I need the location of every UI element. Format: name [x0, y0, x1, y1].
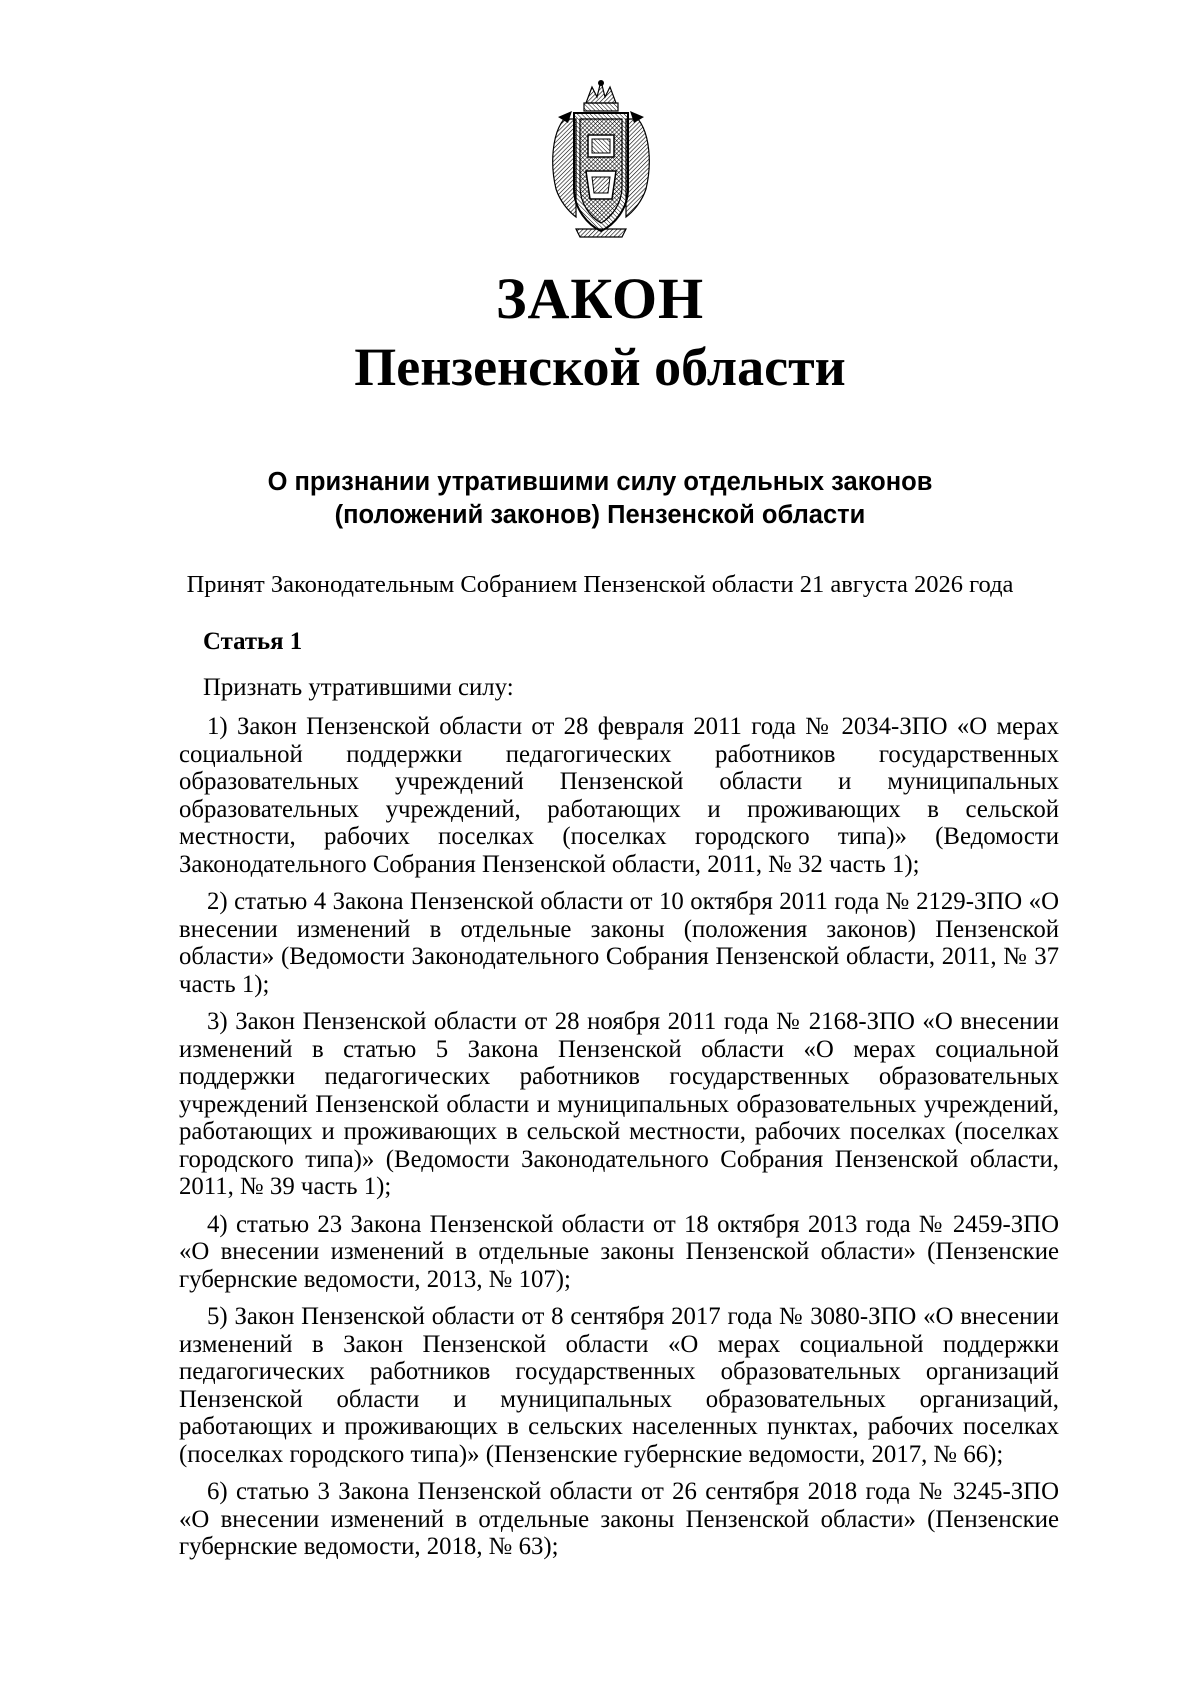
list-item: 6) статью 3 Закона Пензенской области от 26 сентября 2018 года № 3245-ЗПО «О внесении изменений в отдельные законы Пензенской области» (Пензенские губернские ведомости, 2018, № 63);: [179, 1478, 1059, 1560]
law-body: [179, 628, 1059, 1571]
law-heading: [0, 466, 1200, 532]
list-item: 1) Закон Пензенской области от 28 февраля 2011 года № 2034-ЗПО «О мерах социальной поддержки педагогических работников государственных образовательных учреждений Пензенской области и муниципальных образовательных учреждений, работающих и проживающих в сельской местности, рабочих поселках (поселках городского типа)» (Ведомости Законодательного Собрания Пензенской области, 2011, № 32 часть 1);: [179, 713, 1059, 878]
article-intro: Признать утратившими силу:: [203, 673, 514, 701]
article-title: Статья 1: [203, 628, 303, 655]
law-heading-line-2: (положений законов) Пензенской области: [334, 501, 866, 529]
law-heading-line-1: О признании утратившими силу отдельных законов: [267, 468, 933, 496]
coat-of-arms-icon: [542, 79, 660, 239]
list-item: 3) Закон Пензенской области от 28 ноября 2011 года № 2168-ЗПО «О внесении изменений в статью 5 Закона Пензенской области «О мерах социальной поддержки педагогических работников государственных образовательных учреждений Пензенской области и муниципальных образовательных учреждений, работающих и проживающих в сельской местности, рабочих поселках (поселках городского типа)» (Ведомости Законодательного Собрания Пензенской области, 2011, № 39 часть 1);: [179, 1008, 1059, 1200]
law-title: ЗАКОН: [495, 266, 705, 331]
law-region: Пензенской области: [354, 337, 846, 397]
list-item: 4) статью 23 Закона Пензенской области от 18 октября 2013 года № 2459-ЗПО «О внесении изменений в отдельные законы Пензенской области» (Пензенские губернские ведомости, 2013, № 107);: [179, 1210, 1059, 1293]
adoption-line: Принят Законодательным Собранием Пензенской области 21 августа 2026 года: [186, 571, 1014, 598]
list-item: 2) статью 4 Закона Пензенской области от 10 октября 2011 года № 2129-ЗПО «О внесении изменений в отдельные законы (положения законов) Пензенской области» (Ведомости Законодательного Собрания Пензенской области, 2011, № 37 часть 1);: [179, 888, 1059, 998]
list-item: 5) Закон Пензенской области от 8 сентября 2017 года № 3080-ЗПО «О внесении изменений в Закон Пензенской области «О мерах социальной поддержки педагогических работников государственных образовательных организаций Пензенской области и муниципальных образовательных организаций, работающих и проживающих в сельских населенных пунктах, рабочих поселках (поселках городского типа)» (Пензенские губернские ведомости, 2017, № 66);: [179, 1303, 1059, 1468]
